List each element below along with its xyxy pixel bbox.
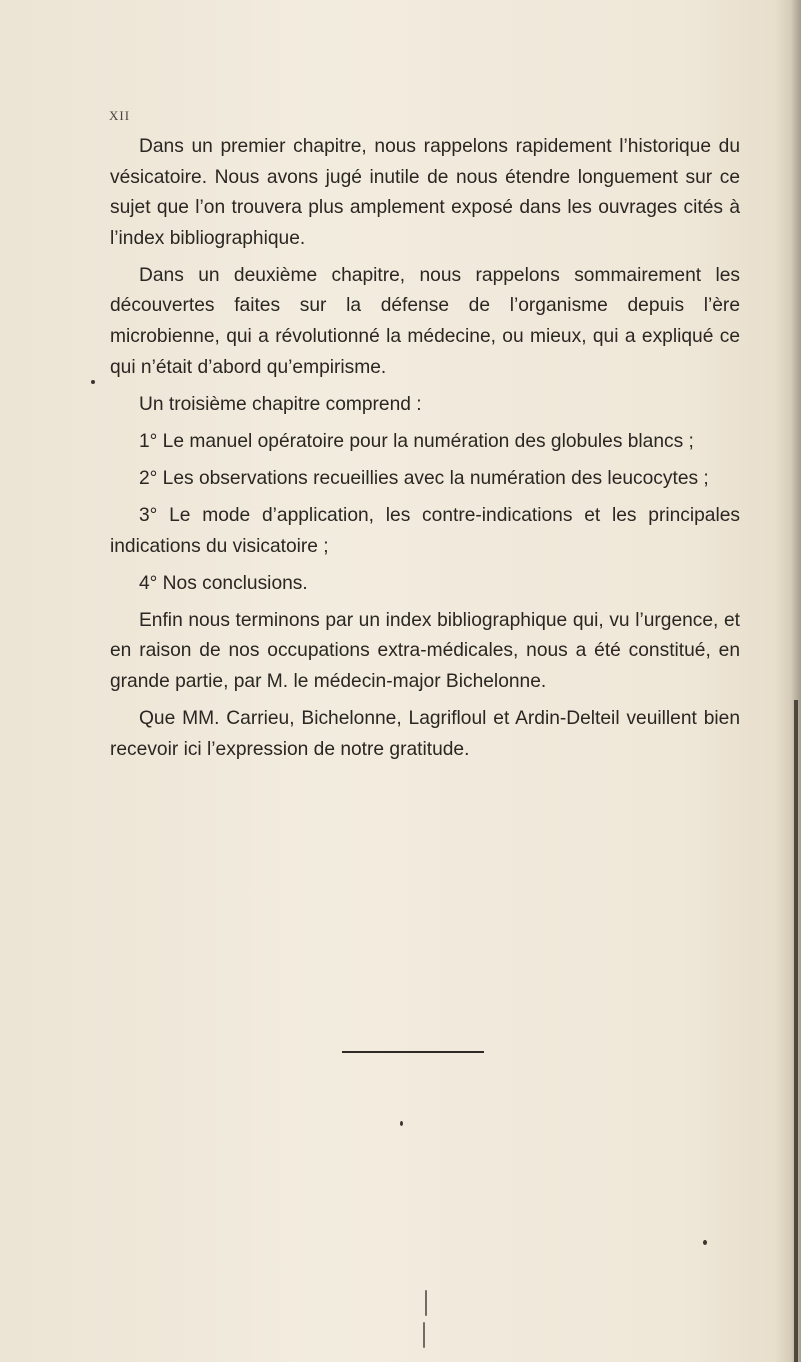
ink-speck [91,380,95,384]
body-text [110,132,740,772]
ink-mark [425,1290,427,1316]
paragraph-index: Enfin nous terminons par un index bibliographique qui, vu l’urgence, et en raison de nos occupations extra-médicales, nous a été constitué, en grande partie, par M. le médecin-major Bichelonne. [110,609,740,692]
paragraph-third-chapter: Un troisième chapitre comprend : [139,393,422,415]
list-item-4: 4° Nos conclusions. [139,572,308,594]
list-item-2: 2° Les observations recueillies avec la numération des leucocytes ; [139,467,709,489]
list-item-1: 1° Le manuel opératoire pour la numération des globules blancs ; [139,430,694,452]
paragraph-first-chapter: Dans un premier chapitre, nous rappelons rapidement l’historique du vésicatoire. Nous avons jugé inutile de nous étendre longuement sur ce sujet que l’on trouvera plus amplement exposé dans les ouvrages cités à l’index bibliographique. [110,136,740,249]
list-item-3: 3° Le mode d’application, les contre-indications et les principales indications du visicatoire ; [110,505,740,557]
ink-speck [703,1240,707,1245]
page-number: XII [109,108,131,123]
paragraph-acknowledgements: Que MM. Carrieu, Bichelonne, Lagrifloul et Ardin-Delteil veuillent bien recevoir ici l’expression de notre gratitude. [110,708,740,760]
page-edge-line [794,700,798,1362]
closing-rule [342,1051,484,1053]
ink-mark [423,1322,425,1348]
paragraph-second-chapter: Dans un deuxième chapitre, nous rappelons sommairement les découvertes faites sur la défense de l’organisme depuis l’ère microbienne, qui a révolutionné la médecine, ou mieux, qui a expliqué ce qui n’était d’abord qu’empirisme. [110,264,740,378]
ink-speck [400,1121,403,1126]
